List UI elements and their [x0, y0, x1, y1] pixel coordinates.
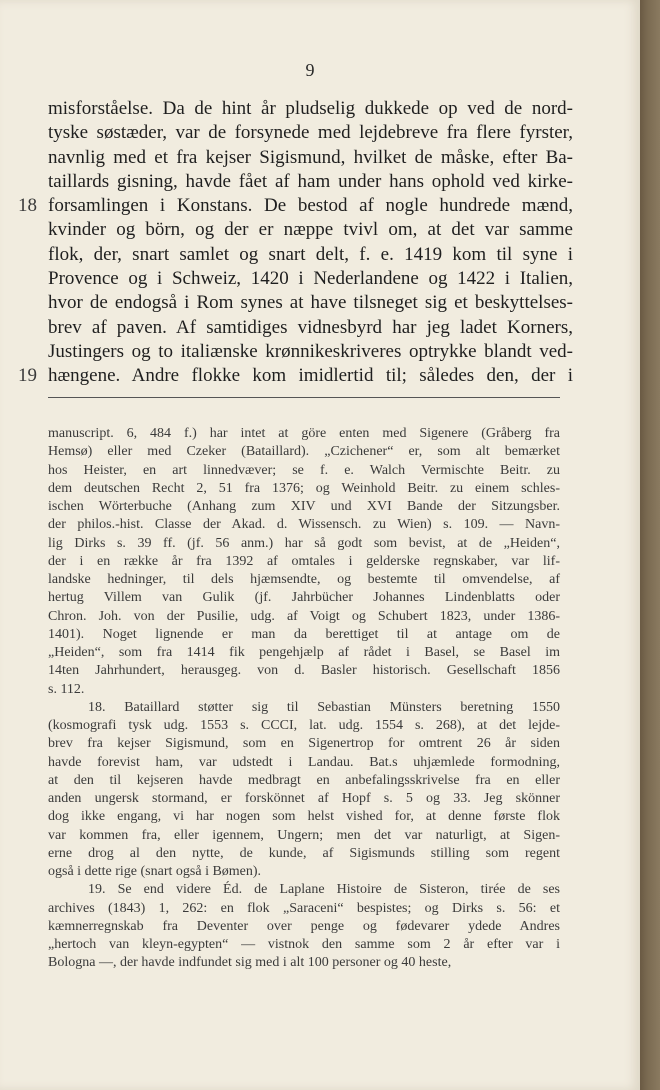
main-text-line: kvinder og börn, og der er næppe tvivl om, at det var samme	[48, 219, 573, 241]
footnote-line: lig Dirks s. 39 ff. (jf. 56 anm.) har så godt som bevist, at de „Heiden“,	[48, 535, 560, 551]
page-number: 9	[305, 60, 315, 80]
main-text-line: tyske søstæder, var de forsynede med lejdebreve fra flere fyrster,	[48, 122, 573, 144]
footnote-rule	[48, 397, 560, 398]
footnote-line: 19. Se end videre Éd. de Laplane Histoire de Sisteron, tirée de ses	[88, 882, 560, 898]
main-text	[18, 97, 573, 389]
main-text-line: hængene. Andre flokke kom imidlertid til; således den, der i 19	[48, 364, 573, 388]
footnote-line: „hertoch van kleyn-egypten“ — vistnok den samme som 2 år efter var i	[48, 937, 560, 952]
footnote-line: Chron. Joh. von der Pusilie, udg. af Voigt og Schubert 1823, under 1386-	[48, 608, 560, 624]
footnote-line: dog ikke engang, vi har nogen som helst vished for, at denne første flok	[48, 809, 560, 825]
footnote-line: 18. Bataillard støtter sig til Sebastian Münsters beretning 1550	[88, 699, 560, 715]
footnote-line: brev fra kejser Sigismund, som en Sigenertrop for omtrent 26 år siden	[48, 736, 560, 752]
footnote-line: at den til kejseren havde medbragt en anbefalingsskrivelse fra en eller	[48, 772, 560, 788]
main-text-line: brev af paven. Af samtidiges vidnesbyrd har jeg ladet Korners,	[48, 316, 573, 338]
margin-note-number: 19	[18, 365, 37, 387]
footnote-line: ischen Wörterbuche (Anhang zum XIV und XVI Bande der Sitzungsber.	[48, 499, 560, 514]
footnote-line: manuscript. 6, 484 f.) har intet at göre enten med Sigenere (Gråberg fra	[48, 426, 560, 441]
main-text-line: taillards gisning, havde fået af ham under hans ophold ved kirke-	[48, 170, 573, 192]
footnote-line: Hemsø) eller med Czeker (Bataillard). „Czichener“ er, som alt bemærket	[48, 444, 560, 460]
footnote-line: hertug Villem van Gulik (jf. Jahrbücher Johannes Lindenblatts oder	[48, 590, 560, 606]
main-text-line: hvor de endogså i Rom synes at have tilsneget sig et beskyttelses-	[48, 292, 573, 314]
footnote-line: var kommen fra, eller igennem, Ungern; men det var naturligt, at Sigen-	[48, 827, 560, 843]
footnote-line: „Heiden“, som fra 1414 fik pengehjælp af rådet i Basel, se Basel im	[48, 645, 560, 660]
main-text-line: Provence og i Schweiz, 1420 i Nederlandene og 1422 i Italien,	[48, 268, 573, 290]
footnote-line: erne drog al den nytte, de kunde, af Sigismunds stilling som regent	[48, 845, 560, 861]
footnote-line: dem deutschen Recht 2, 51 fra 1376; og Weinhold Beitr. zu einem schles-	[48, 480, 560, 496]
footnote-line: havde forevist ham, var udstedt i Landau. Bat.s uhjæmlede formodning,	[48, 754, 560, 770]
footnote-line: archives (1843) 1, 262: en flok „Saraceni“ bespistes; og Dirks s. 56: et	[48, 900, 560, 916]
footnote-line: s. 112.	[48, 681, 85, 697]
footnote-line: kæmnerregnskab fra Deventer over penge og fødevarer ydede Andres	[48, 918, 560, 934]
main-text-line: navnlig med et fra kejser Sigismund, hvilket de måske, efter Ba-	[48, 146, 573, 168]
main-text-line: Justingers og to italiænske krønnikeskriveres optrykke blandt ved-	[48, 340, 573, 362]
footnotes	[48, 425, 560, 973]
footnote-line: Bologna —, der havde indfundet sig med i alt 100 personer og 40 heste,	[48, 955, 452, 971]
footnote-line: anden ungersk stormand, er forskönnet af Hopf s. 5 og 33. Jeg skönner	[48, 791, 560, 806]
main-text-line: misforståelse. Da de hint år pludselig dukkede op ved de nord-	[48, 98, 573, 119]
footnote-line: (kosmografi tysk udg. 1553 s. CCCI, lat. udg. 1554 s. 268), at det lejde-	[48, 718, 560, 733]
margin-note-number: 18	[18, 195, 37, 217]
footnote-line: der i en række år fra 1392 af omtales i gelderske regnskaber, var lif-	[48, 553, 560, 569]
footnote-line: landske hedninger, til dels hjæmsendte, og bestemte til omvendelse, af	[48, 572, 560, 587]
main-text-line: flok, der, snart samlet og snart delt, f. e. 1419 kom til syne i	[48, 243, 573, 265]
footnote-line: hos Heister, en art linnedvæver; se f. e. Walch Vermischte Beitr. zu	[48, 462, 560, 478]
footnote-line: også i dette rige (snart også i Bømen).	[48, 864, 262, 879]
main-text-line: forsamlingen i Konstans. De bestod af nogle hundrede mænd, 18	[48, 194, 573, 218]
book-edge	[640, 0, 660, 1090]
footnote-line: 14ten Jahrhundert, herausgeg. von d. Basler historisch. Gesellschaft 1856	[48, 663, 560, 679]
footnote-line: der philos.-hist. Classe der Akad. d. Wissensch. zu Wien) s. 109. — Navn-	[48, 517, 560, 533]
footnote-line: 1401). Noget lignende er man da berettiget til at antage om de	[48, 626, 560, 642]
